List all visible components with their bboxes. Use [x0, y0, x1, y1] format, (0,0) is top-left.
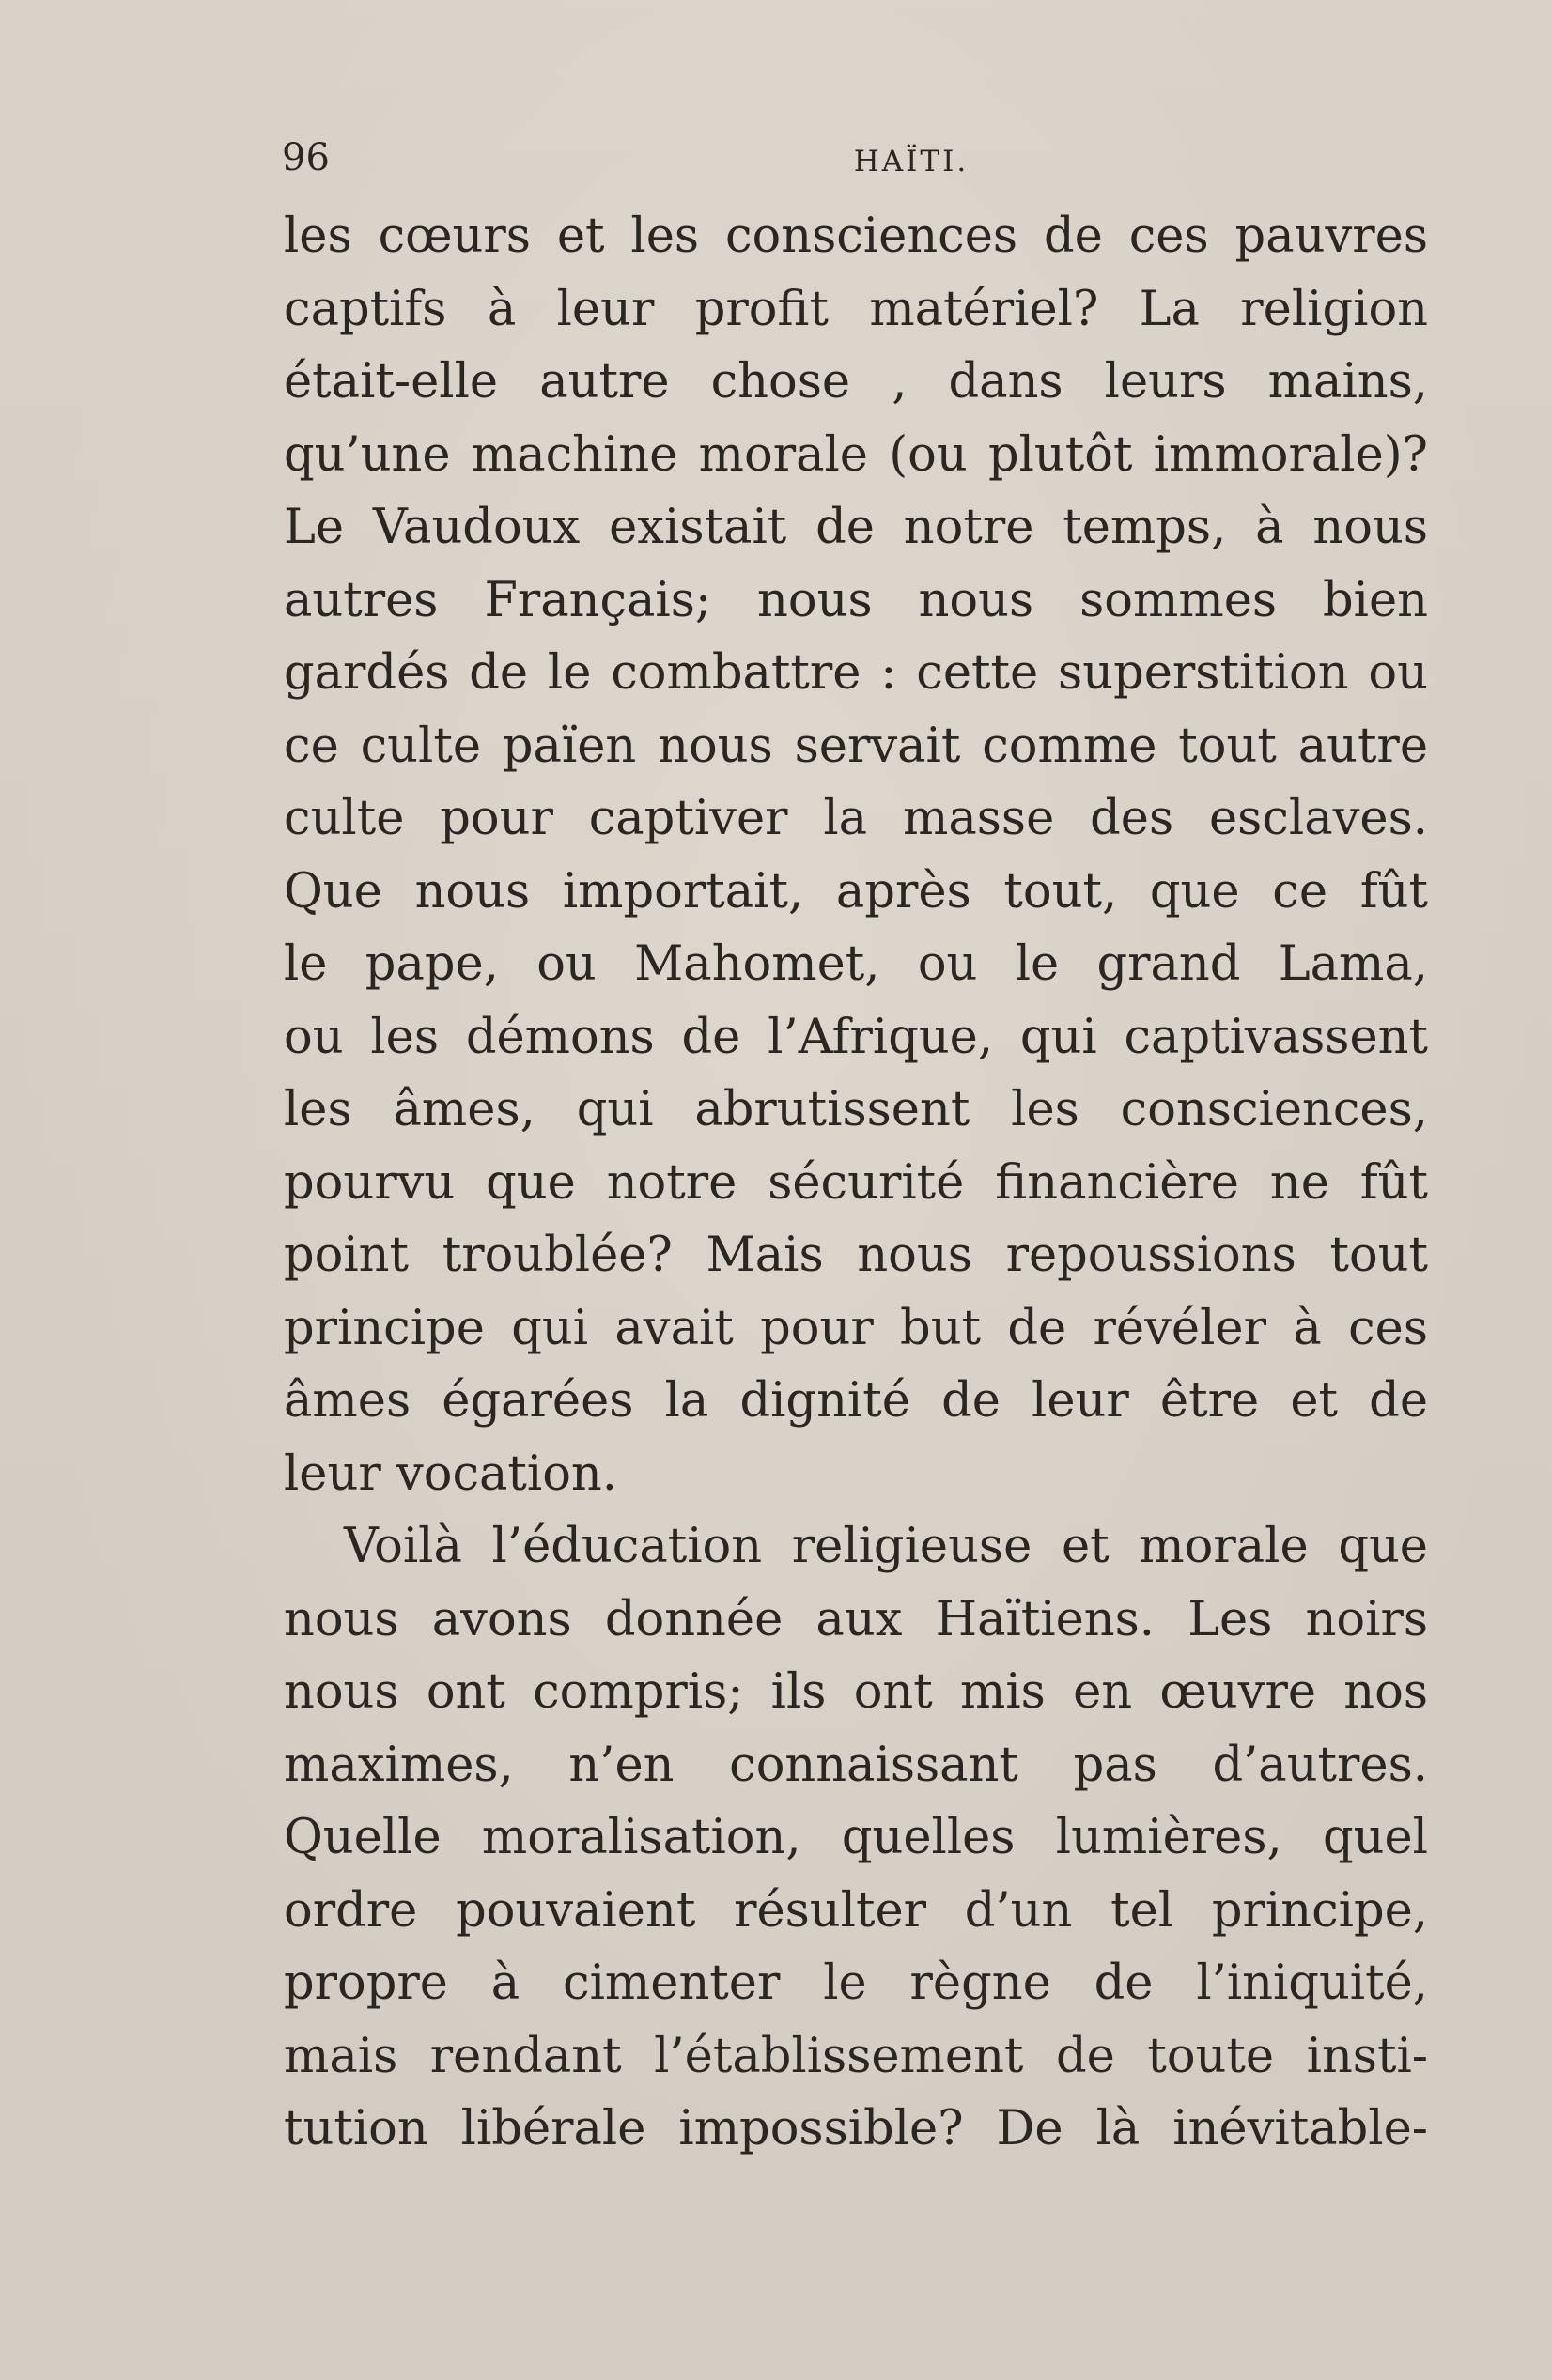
text-line: était-elle autre chose , dans leurs mains, — [284, 354, 1428, 410]
text-line: Que nous importait, après tout, que ce fût — [284, 863, 1428, 920]
text-line: tution libérale impossible? De là inévitable- — [284, 2101, 1428, 2156]
text-line: principe qui avait pour but de révéler à ces — [284, 1300, 1428, 1356]
page-number: 96 — [282, 136, 330, 179]
text-line: autres Français; nous nous sommes bien — [284, 572, 1428, 628]
text-line: Le Vaudoux existait de notre temps, à nous — [284, 500, 1428, 555]
paragraph-1 — [284, 200, 1428, 1510]
text-line: ou les démons de l’Afrique, qui captivassent — [284, 1009, 1428, 1065]
text-line: ce culte païen nous servait comme tout autre — [284, 718, 1428, 774]
text-line: Quelle moralisation, quelles lumières, quel — [284, 1810, 1428, 1865]
text-line: nous avons donnée aux Haïtiens. Les noirs — [284, 1591, 1428, 1647]
text-line: pourvu que notre sécurité financière ne fût — [284, 1154, 1428, 1211]
text-line: les âmes, qui abrutissent les consciences, — [284, 1082, 1428, 1137]
paragraph-2 — [284, 1510, 1428, 2166]
text-line: gardés de le combattre : cette superstition ou — [284, 645, 1428, 701]
running-head: HAÏTI. — [853, 145, 970, 178]
text-line: qu’une machine morale (ou plutôt immorale)? — [284, 426, 1428, 483]
page-header — [282, 130, 1428, 186]
text-line: les cœurs et les consciences de ces pauvres — [284, 209, 1428, 264]
text-line: Voilà l’éducation religieuse et morale que — [344, 1519, 1428, 1574]
text-line: point troublée? Mais nous repoussions tout — [284, 1228, 1428, 1283]
text-line: mais rendant l’établissement de toute insti- — [284, 2028, 1428, 2084]
body-text — [284, 200, 1428, 2166]
text-line: ordre pouvaient résulter d’un tel principe, — [284, 1882, 1428, 1939]
text-line: captifs à leur profit matériel? La religion — [284, 281, 1428, 337]
text-line: le pape, ou Mahomet, ou le grand Lama, — [284, 936, 1428, 992]
text-line: leur vocation. — [284, 1445, 617, 1502]
text-line: âmes égarées la dignité de leur être et de — [284, 1373, 1428, 1429]
text-line: culte pour captiver la masse des esclaves. — [284, 791, 1428, 846]
text-line: maximes, n’en connaissant pas d’autres. — [284, 1737, 1428, 1793]
text-line: nous ont compris; ils ont mis en œuvre nos — [284, 1664, 1428, 1720]
text-line: propre à cimenter le règne de l’iniquité, — [284, 1955, 1428, 2011]
